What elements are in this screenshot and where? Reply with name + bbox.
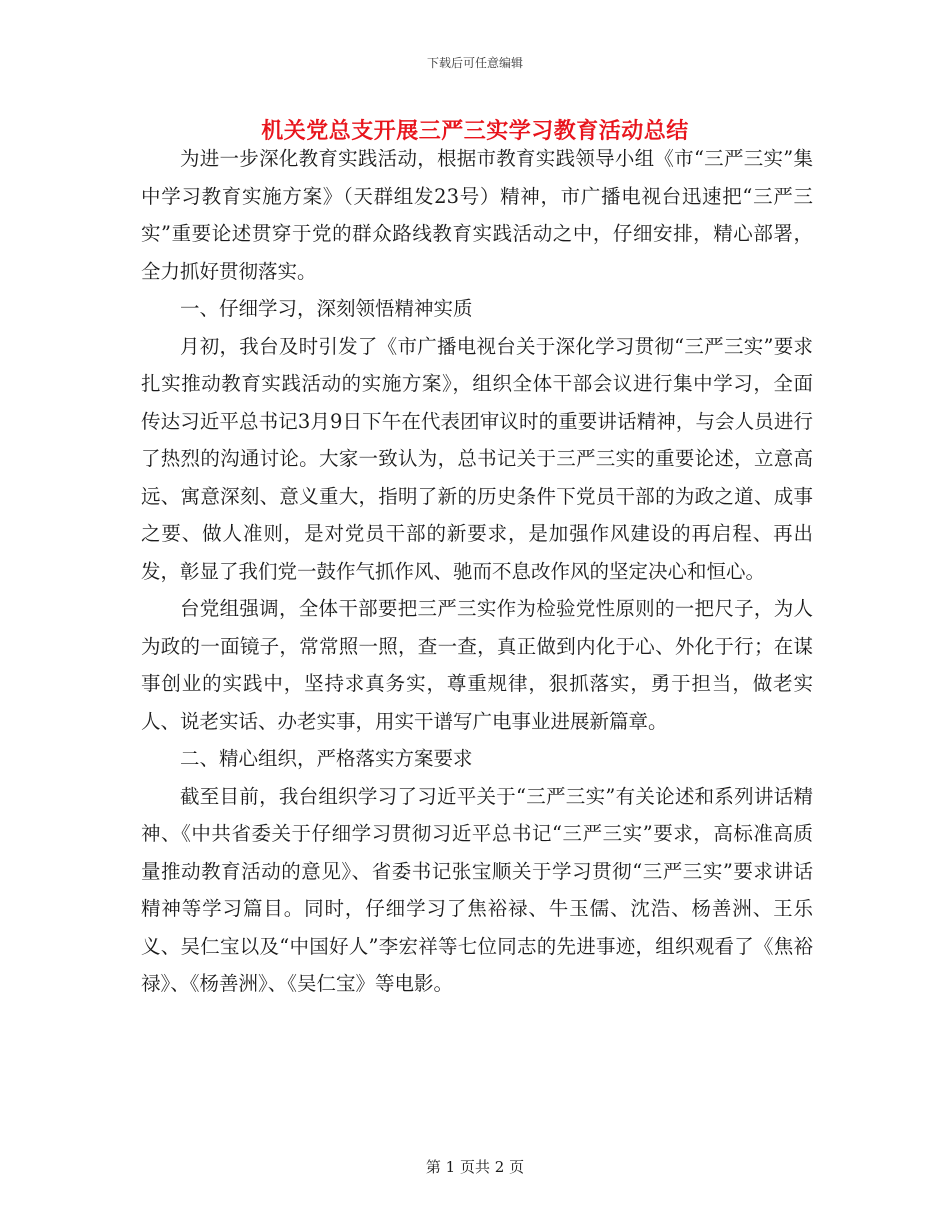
paragraph-progress: 截至目前，我台组织学习了习近平关于“三严三实”有关论述和系列讲话精神、《中共省委关于仔细学习贯彻习近平总书记“三严三实”要求，高标准高质量推动教育活动的意见》、省委书记张宝顺关于学习贯彻“三严三实”要求讲话精神等学习篇目。同时，仔细学习了焦裕禄、牛玉儒、沈浩、杨善洲、王乐义、吴仁宝以及“中国好人”李宏祥等七位同志的先进事迹，组织观看了《焦裕禄》、《杨善洲》、《吴仁宝》等电影。 (141, 784, 813, 995)
section-heading-2: 二、精心组织，严格落实方案要求 (180, 747, 473, 770)
section-heading-1: 一、仔细学习，深刻领悟精神实质 (180, 297, 473, 320)
page-footer: 第 1 页共 2 页 (425, 1158, 525, 1176)
paragraph-party-group: 台党组强调，全体干部要把三严三实作为检验党性原则的一把尺子，为人为政的一面镜子，常常照一照，查一查，真正做到内化于心、外化于行；在谋事创业的实践中，坚持求真务实，尊重规律，狠抓落实，勇于担当，做老实人、说老实话、办老实事，用实干谱写广电事业进展新篇章。 (141, 597, 813, 733)
document-body (141, 140, 813, 1003)
paragraph-intro: 为进一步深化教育实践活动，根据市教育实践领导小组《市“三严三实”集中学习教育实施方案》（天群组发23号）精神，市广播电视台迅速把“三严三实”重要论述贯穿于党的群众路线教育实践活动之中，仔细安排，精心部署，全力抓好贯彻落实。 (141, 147, 813, 283)
document-title: 机关党总支开展三严三实学习教育活动总结 (261, 118, 689, 144)
paragraph-study: 月初，我台及时引发了《市广播电视台关于深化学习贯彻“三严三实”要求扎实推动教育实践活动的实施方案》，组织全体干部会议进行集中学习，全面传达习近平总书记3月9日下午在代表团审议时的重要讲话精神，与会人员进行了热烈的沟通讨论。大家一致认为，总书记关于三严三实的重要论述，立意高远、寓意深刻、意义重大，指明了新的历史条件下党员干部的为政之道、成事之要、做人准则，是对党员干部的新要求，是加强作风建设的再启程、再出发，彰显了我们党一鼓作气抓作风、驰而不息改作风的坚定决心和恒心。 (141, 334, 813, 583)
header-note: 下载后可任意编辑 (426, 56, 523, 70)
